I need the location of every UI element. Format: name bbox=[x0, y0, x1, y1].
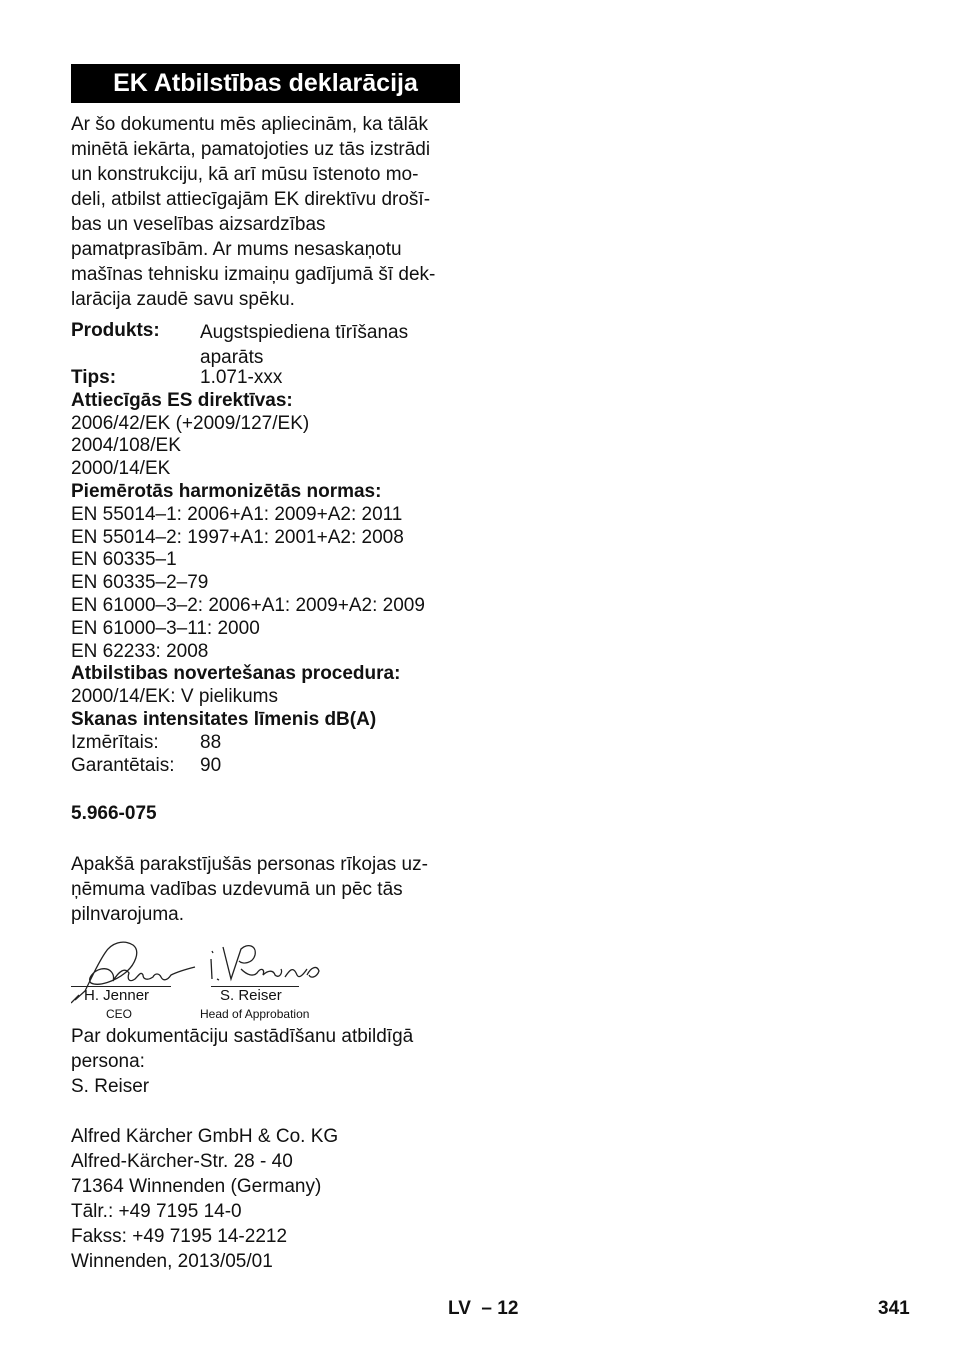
directive-item: 2004/108/EK bbox=[71, 435, 181, 457]
authority-line: pilnvarojuma. bbox=[71, 904, 184, 925]
signatory-name-reiser: S. Reiser bbox=[220, 987, 282, 1004]
authority-line: ņēmuma vadības uzdevumā un pēc tās bbox=[71, 879, 403, 900]
authority-paragraph bbox=[71, 852, 466, 927]
page-number: 341 bbox=[878, 1298, 910, 1319]
directives-heading: Attiecīgās ES direktīvas: bbox=[71, 389, 293, 411]
sound-measured-row bbox=[71, 732, 471, 755]
sound-guaranteed-label: Garantētais: bbox=[71, 754, 175, 776]
norm-item: EN 60335–1 bbox=[71, 549, 177, 571]
address-line: Alfred Kärcher GmbH & Co. KG bbox=[71, 1126, 339, 1147]
sound-guaranteed-row bbox=[71, 755, 471, 778]
procedure-heading: Atbilstibas novertešanas procedura: bbox=[71, 663, 401, 685]
sound-heading: Skanas intensitates līmenis dB(A) bbox=[71, 708, 377, 730]
procedure-value: 2000/14/EK: V pielikums bbox=[71, 686, 279, 708]
address-line: 71364 Winnenden (Germany) bbox=[71, 1176, 322, 1197]
type-label: Tips: bbox=[71, 367, 117, 388]
norm-item: EN 61000–3–2: 2006+A1: 2009+A2: 2009 bbox=[71, 594, 425, 616]
intro-line: pamatprasībām. Ar mums nesaskaņotu bbox=[71, 239, 402, 260]
type-row bbox=[71, 367, 471, 390]
product-value: Augstspiediena tīrīšanas aparāts bbox=[200, 322, 409, 368]
responsible-line: Par dokumentāciju sastādīšanu atbildīgā bbox=[71, 1026, 414, 1047]
norm-item: EN 55014–1: 2006+A1: 2009+A2: 2011 bbox=[71, 503, 403, 525]
address-line: Winnenden, 2013/05/01 bbox=[71, 1251, 273, 1272]
spec-block bbox=[71, 320, 471, 777]
signatory-role-jenner: CEO bbox=[106, 1007, 133, 1021]
address-block bbox=[71, 1124, 466, 1274]
address-line: Fakss: +49 7195 14-2212 bbox=[71, 1226, 288, 1247]
signature-area bbox=[71, 935, 351, 1025]
address-line: Alfred-Kärcher-Str. 28 - 40 bbox=[71, 1151, 293, 1172]
intro-line: minētā iekārta, pamatojoties uz tās izstrādi bbox=[71, 139, 431, 160]
product-row bbox=[71, 320, 471, 370]
directive-item: 2000/14/EK bbox=[71, 458, 171, 480]
type-value: 1.071-xxx bbox=[200, 367, 283, 388]
norms-heading: Piemērotās harmonizētās normas: bbox=[71, 480, 382, 502]
sound-measured-value: 88 bbox=[200, 731, 222, 753]
norm-item: EN 60335–2–79 bbox=[71, 572, 209, 594]
intro-line: mašīnas tehnisku izmaiņu gadījumā šī dek- bbox=[71, 264, 436, 285]
responsible-paragraph bbox=[71, 1024, 466, 1099]
responsible-line: persona: bbox=[71, 1051, 145, 1072]
page-title: EK Atbilstības deklarācija bbox=[71, 64, 460, 103]
intro-line: deli, atbilst attiecīgajām EK direktīvu drošī- bbox=[71, 189, 431, 210]
document-number: 5.966-075 bbox=[71, 803, 157, 824]
address-line: Tālr.: +49 7195 14-0 bbox=[71, 1201, 242, 1222]
signatory-name-jenner: H. Jenner bbox=[84, 987, 150, 1004]
directive-item: 2006/42/EK (+2009/127/EK) bbox=[71, 412, 310, 434]
product-label: Produkts: bbox=[71, 320, 160, 341]
signatory-role-reiser: Head of Approbation bbox=[200, 1007, 310, 1021]
norm-item: EN 62233: 2008 bbox=[71, 640, 209, 662]
authority-line: Apakšā parakstījušās personas rīkojas uz- bbox=[71, 854, 428, 875]
intro-line: bas un veselības aizsardzības bbox=[71, 214, 326, 235]
sound-measured-label: Izmērītais: bbox=[71, 731, 159, 753]
norm-item: EN 55014–2: 1997+A1: 2001+A2: 2008 bbox=[71, 526, 404, 548]
intro-line: larācija zaudē savu spēku. bbox=[71, 289, 295, 310]
intro-line: Ar šo dokumentu mēs apliecinām, ka tālāk bbox=[71, 114, 428, 135]
intro-paragraph bbox=[71, 112, 466, 312]
sound-guaranteed-value: 90 bbox=[200, 754, 222, 776]
responsible-line: S. Reiser bbox=[71, 1076, 150, 1097]
norm-item: EN 61000–3–11: 2000 bbox=[71, 617, 260, 639]
footer-section: LV – 12 bbox=[448, 1298, 519, 1319]
intro-line: un konstrukciju, kā arī mūsu īstenoto mo- bbox=[71, 164, 419, 185]
